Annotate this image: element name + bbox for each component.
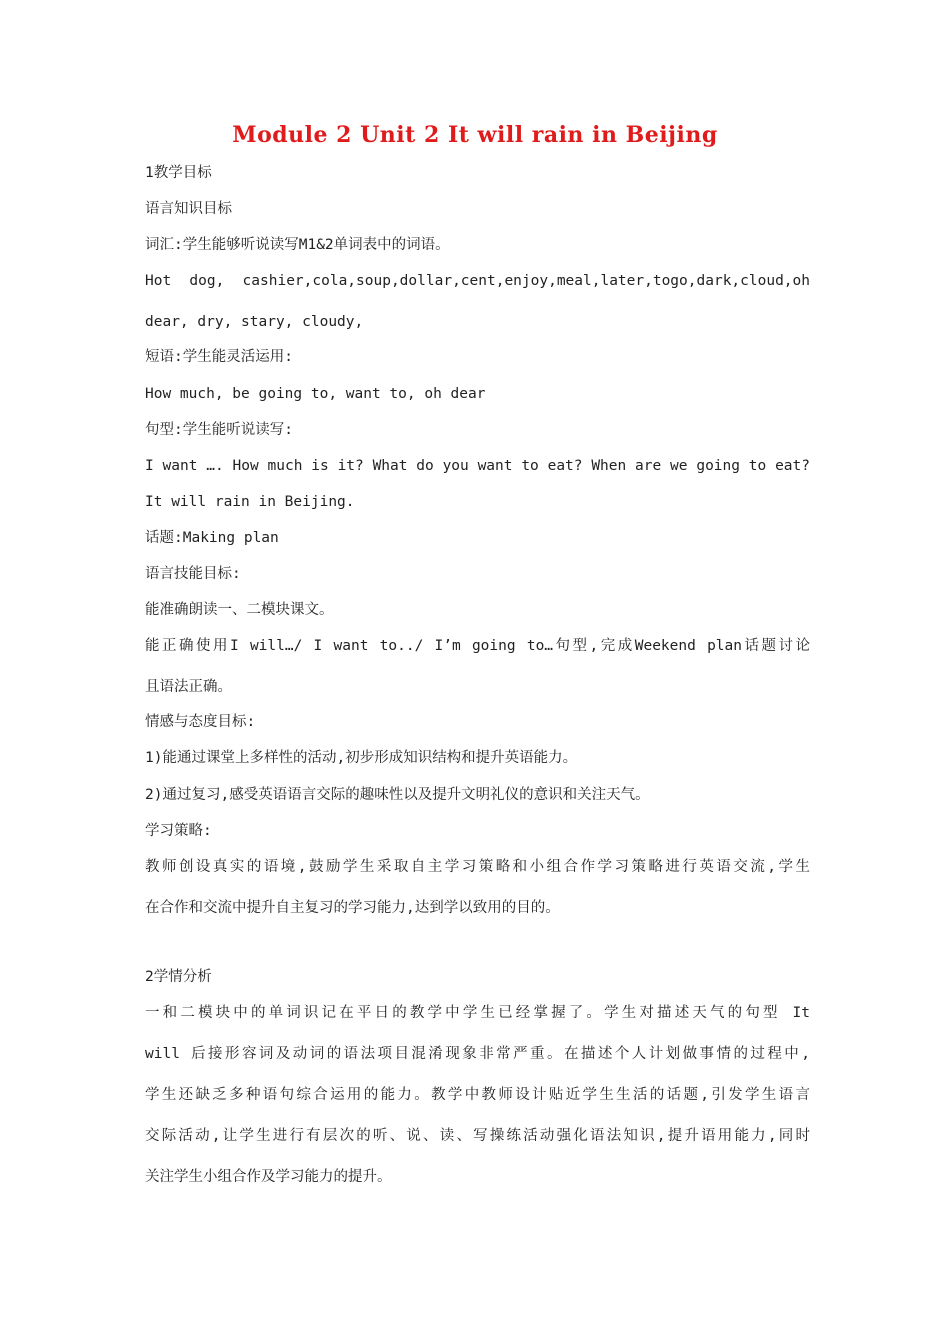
skills-line-1: 能准确朗读一、二模块课文。	[145, 602, 334, 618]
analysis-line-1: 一和二模块中的单词识记在平日的教学中学生已经掌握了。学生对描述天气的句型 It	[145, 1005, 810, 1021]
sentence-patterns-heading: 句型:学生能听说读写:	[145, 422, 293, 438]
skills-line-2: 能正确使用I will…/ I want to../ I’m going to…句型,完成Weekend plan话题讨论	[145, 638, 810, 654]
sentence-patterns-line-2: It will rain in Beijing.	[145, 494, 355, 510]
analysis-line-2: will 后接形容词及动词的语法项目混淆现象非常严重。在描述个人计划做事情的过程中,	[145, 1046, 810, 1062]
emotion-item-2: 2)通过复习,感受英语语言交际的趣味性以及提升文明礼仪的意识和关注天气。	[145, 787, 650, 803]
phrases-line: How much, be going to, want to, oh dear	[145, 386, 486, 402]
subheading-language-knowledge: 语言知识目标	[145, 201, 232, 217]
vocabulary-words-line-2: dear, dry, stary, cloudy,	[145, 314, 364, 330]
emotion-attitude-heading: 情感与态度目标:	[145, 714, 256, 730]
sentence-patterns-line-1: I want …. How much is it? What do you want to eat? When are we going to eat?	[145, 458, 810, 474]
vocabulary-line: 词汇:学生能够听说读写M1&2单词表中的词语。	[145, 237, 450, 253]
section-heading-teaching-goals: 1教学目标	[145, 165, 212, 181]
analysis-line-5: 关注学生小组合作及学习能力的提升。	[145, 1169, 392, 1185]
phrases-heading: 短语:学生能灵活运用:	[145, 349, 293, 365]
topic-line: 话题:Making plan	[145, 530, 279, 546]
vocabulary-words-line-1: Hot dog, cashier,cola,soup,dollar,cent,enjoy,meal,later,togo,dark,cloud,oh	[145, 273, 810, 289]
section-heading-student-analysis: 2学情分析	[145, 969, 212, 985]
skills-line-3: 且语法正确。	[145, 679, 232, 695]
learning-strategy-heading: 学习策略:	[145, 823, 212, 839]
document-title: Module 2 Unit 2 It will rain in Beijing	[232, 122, 718, 148]
analysis-line-3: 学生还缺乏多种语句综合运用的能力。教学中教师设计贴近学生生活的话题,引发学生语言	[145, 1087, 810, 1103]
analysis-line-4: 交际活动,让学生进行有层次的听、说、读、写操练活动强化语法知识,提升语用能力,同时	[145, 1128, 810, 1144]
language-skills-heading: 语言技能目标:	[145, 566, 241, 582]
learning-strategy-line-1: 教师创设真实的语境,鼓励学生采取自主学习策略和小组合作学习策略进行英语交流,学生	[145, 859, 810, 875]
learning-strategy-line-2: 在合作和交流中提升自主复习的学习能力,达到学以致用的目的。	[145, 900, 560, 916]
emotion-item-1: 1)能通过课堂上多样性的活动,初步形成知识结构和提升英语能力。	[145, 750, 578, 766]
